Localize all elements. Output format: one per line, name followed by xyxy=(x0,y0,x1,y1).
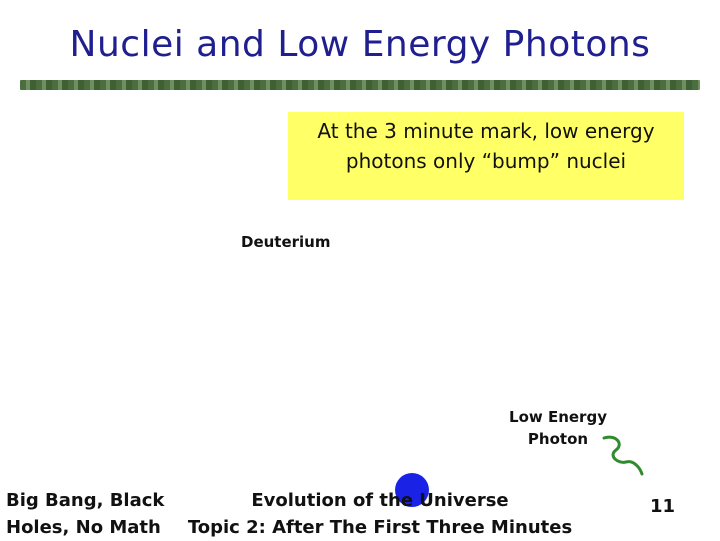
footer-course-title xyxy=(6,487,164,541)
page-number: 11 xyxy=(650,496,676,517)
callout-text: At the 3 minute mark, low energy photons only “bump” nuclei xyxy=(317,119,655,173)
photon-label-line1: Low Energy xyxy=(509,408,607,426)
deuterium-label: Deuterium xyxy=(241,233,331,251)
title-divider xyxy=(20,80,700,90)
photon-wave-icon xyxy=(598,432,648,478)
footer-left-line1: Big Bang, Black xyxy=(6,490,165,511)
footer-left-line2: Holes, No Math xyxy=(6,517,161,538)
footer-topic xyxy=(160,487,600,541)
footer-center-line1: Evolution of the Universe xyxy=(251,490,509,511)
footer-center-line2: Topic 2: After The First Three Minutes xyxy=(187,517,573,538)
slide-title: Nuclei and Low Energy Photons xyxy=(69,24,651,65)
photon-label-line2: Photon xyxy=(527,430,589,448)
